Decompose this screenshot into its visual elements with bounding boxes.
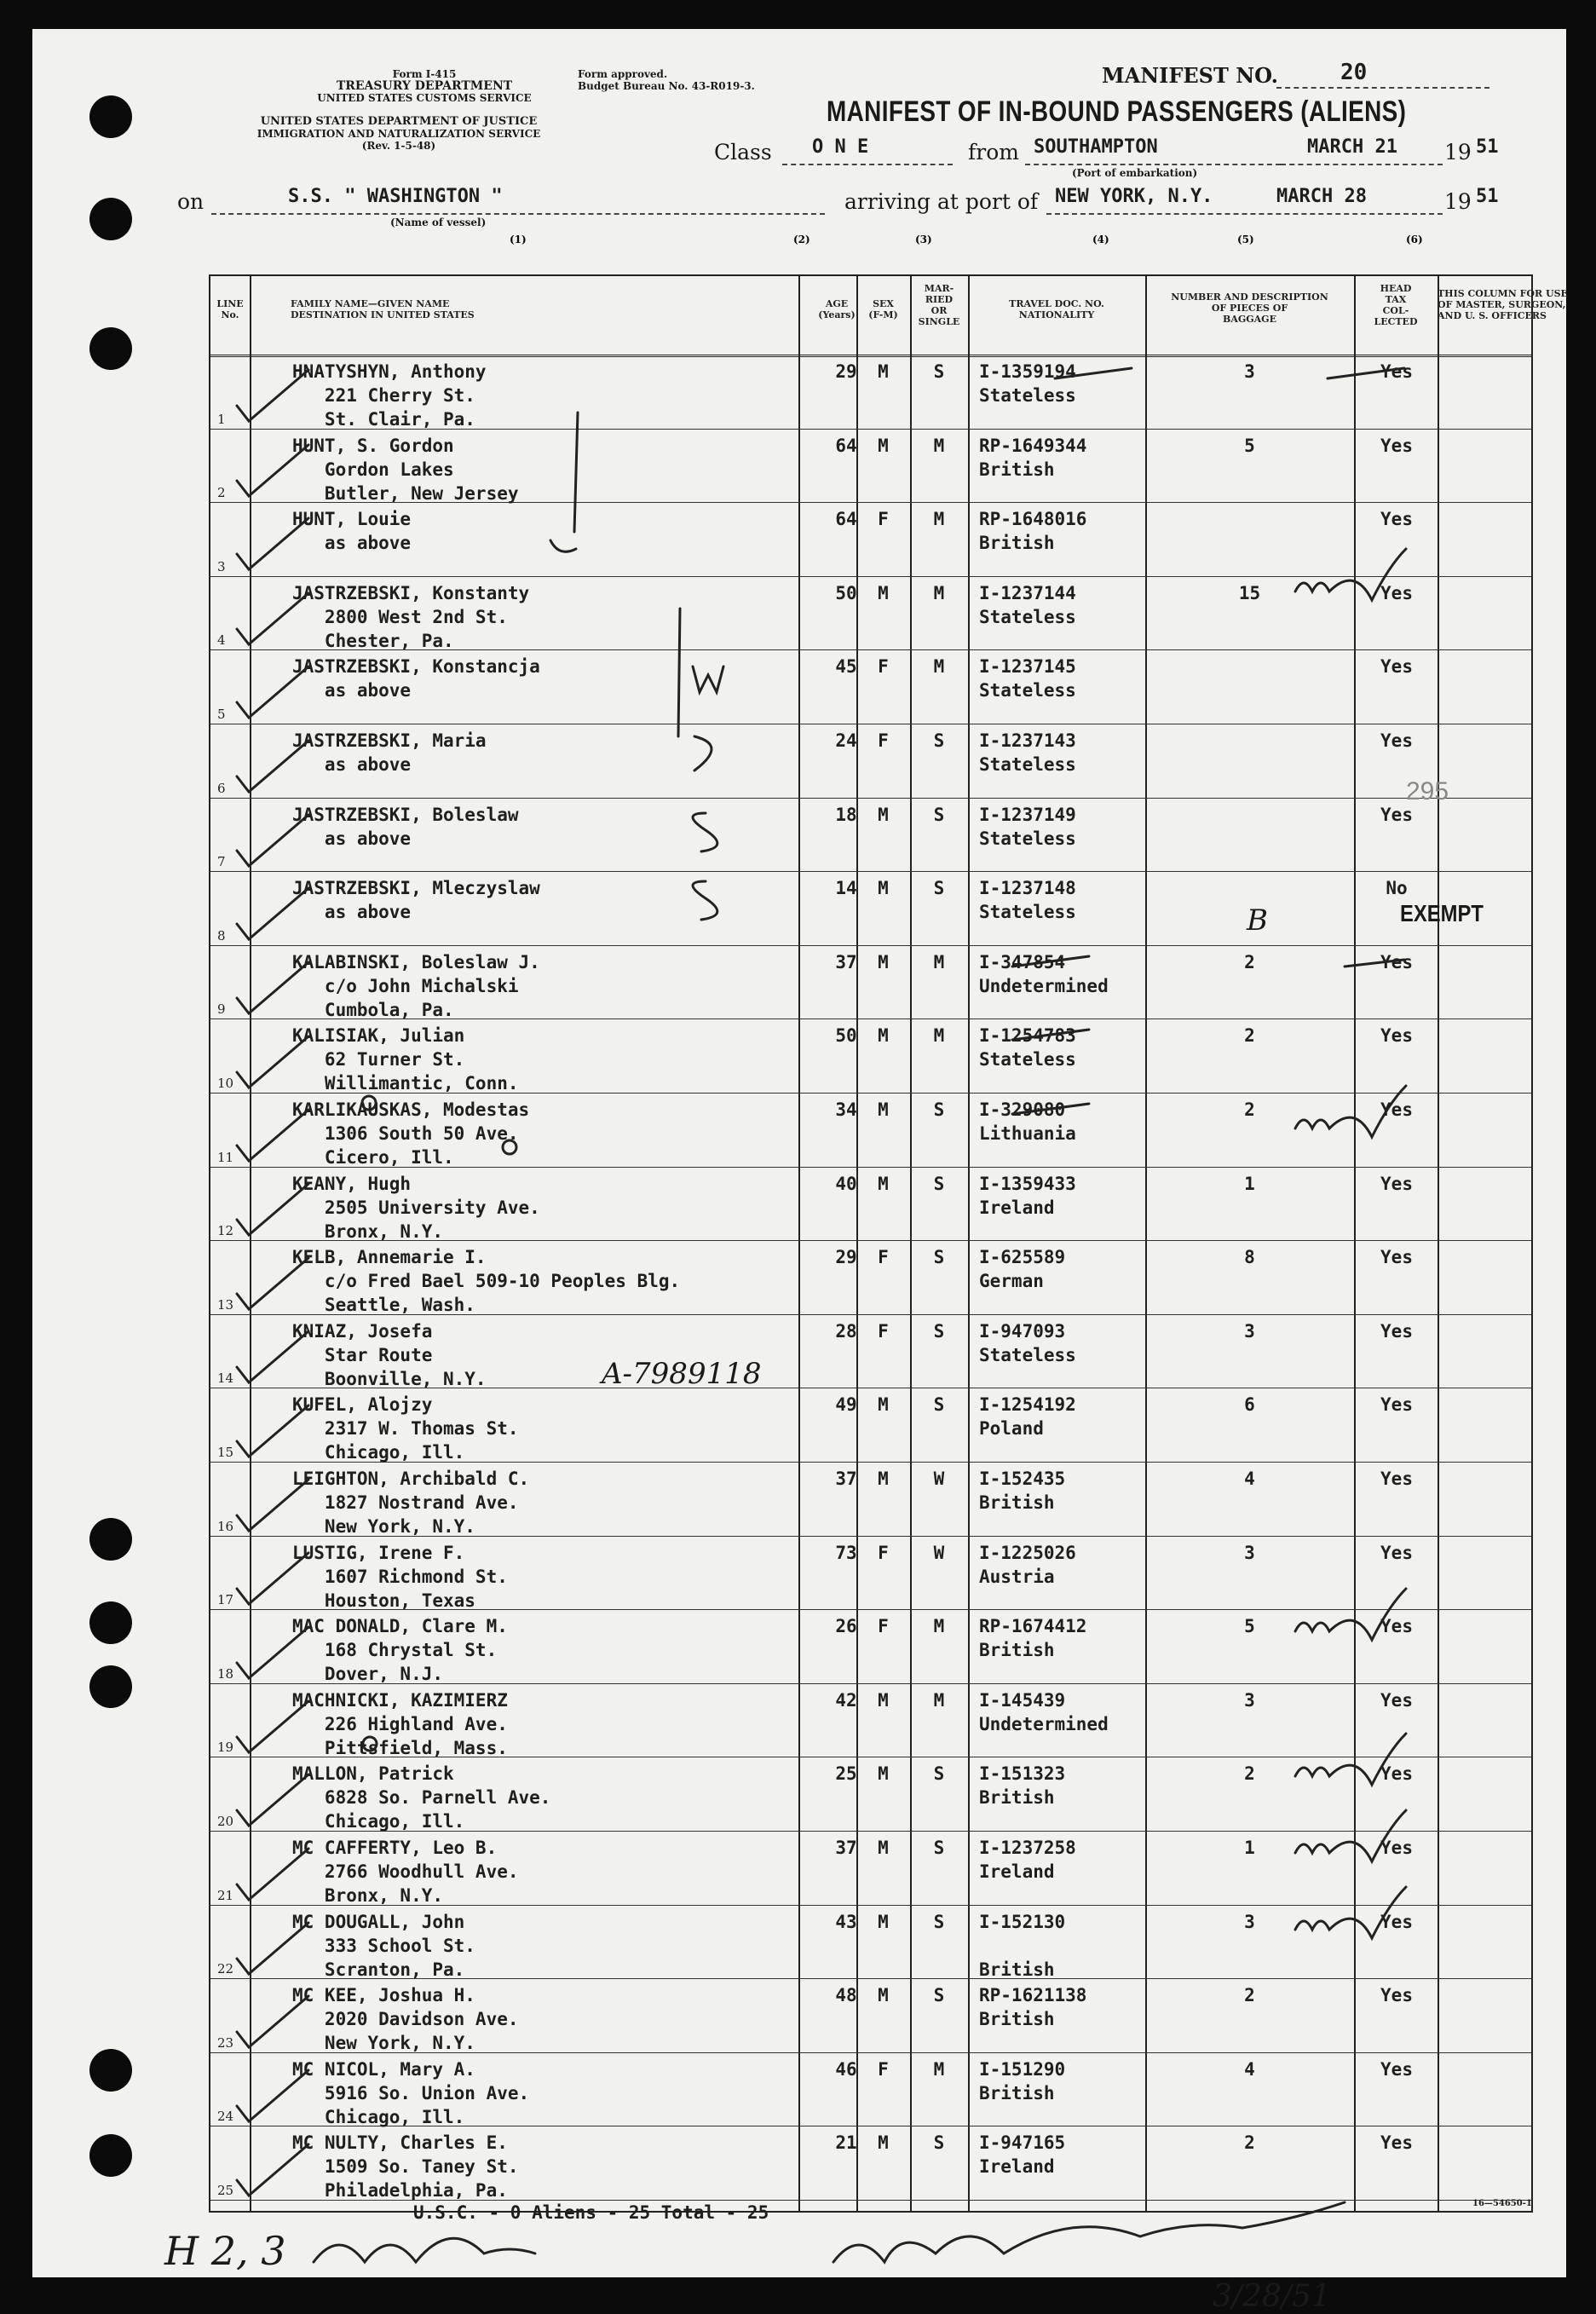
passenger-age: 26 xyxy=(835,1616,857,1637)
table-row xyxy=(210,1388,1531,1463)
doj-name: UNITED STATES DEPARTMENT OF JUSTICE xyxy=(260,115,538,128)
passenger-name-destination: HNATYSHYN, Anthony 221 Cherry St. St. Clair, Pa. xyxy=(292,361,487,430)
passenger-age: 18 xyxy=(835,804,857,825)
table-row xyxy=(210,1757,1531,1832)
passenger-name-destination: JASTRZEBSKI, Konstanty 2800 West 2nd St. Chester, Pa. xyxy=(292,582,530,651)
head-tax-collected: Yes xyxy=(1380,1838,1413,1858)
baggage-count: 1 xyxy=(1244,1838,1255,1858)
budget-bureau: Budget Bureau No. 43-R019-3. xyxy=(578,80,755,92)
passenger-name-destination: LUSTIG, Irene F. 1607 Richmond St. Houston, Texas xyxy=(292,1542,508,1611)
line-number: 21 xyxy=(217,1887,234,1903)
passenger-name-destination: KELB, Annemarie I. c/o Fred Bael 509-10 Peoples Blg. Seattle, Wash. xyxy=(292,1247,681,1316)
form-approval xyxy=(578,68,755,92)
head-tax-collected: Yes xyxy=(1380,1469,1413,1489)
departure-year: 51 xyxy=(1476,136,1499,158)
table-row xyxy=(210,1019,1531,1094)
baggage-count: 8 xyxy=(1244,1247,1255,1268)
travel-doc-nationality: I-152435 British xyxy=(979,1469,1066,1513)
punch-hole xyxy=(89,95,132,138)
head-tax-collected: Yes xyxy=(1380,2058,1413,2080)
passenger-age: 42 xyxy=(835,1689,857,1711)
head-tax-collected: Yes xyxy=(1380,1985,1413,2006)
travel-doc-nationality: I-1237145 Stateless xyxy=(979,656,1076,701)
table-row xyxy=(210,1831,1531,1906)
manifest-label: MANIFEST NO. xyxy=(1102,63,1279,88)
passenger-name-destination: MC DOUGALL, John 333 School St. Scranton, Pa. xyxy=(292,1911,475,1980)
passenger-age: 64 xyxy=(835,509,857,530)
baggage-count: 4 xyxy=(1244,2058,1255,2080)
column-number: (4) xyxy=(1092,234,1109,245)
baggage-count: 4 xyxy=(1244,1469,1255,1489)
doj-heading xyxy=(177,116,620,152)
punch-hole xyxy=(89,2049,132,2092)
travel-doc-nationality: I-1359194 Stateless xyxy=(979,361,1076,406)
baggage-count: 2 xyxy=(1244,1985,1255,2006)
passenger-sex: F xyxy=(878,1247,889,1268)
baggage-count: 2 xyxy=(1244,1763,1255,1785)
passenger-sex: F xyxy=(878,1542,889,1563)
line-number: 4 xyxy=(217,632,226,649)
passenger-marital-status: S xyxy=(933,2132,945,2154)
passenger-age: 14 xyxy=(835,878,857,899)
passenger-age: 25 xyxy=(835,1763,857,1785)
head-tax-collected: Yes xyxy=(1380,2132,1413,2154)
passenger-sex: M xyxy=(878,804,889,825)
head-tax-collected: No xyxy=(1386,878,1408,899)
baggage-count: 2 xyxy=(1244,2132,1255,2154)
passenger-sex: F xyxy=(878,730,889,751)
arrival-year: 51 xyxy=(1476,186,1499,207)
passenger-marital-status: S xyxy=(933,1985,945,2006)
baggage-count: 1 xyxy=(1244,1173,1255,1194)
head-tax-collected: Yes xyxy=(1380,1616,1413,1637)
travel-doc-nationality: I-625589 German xyxy=(979,1247,1066,1292)
passenger-name-destination: MALLON, Patrick 6828 So. Parnell Ave. Chicago, Ill. xyxy=(292,1763,551,1832)
head-tax-collected: Yes xyxy=(1380,1173,1413,1194)
punch-hole xyxy=(89,327,132,370)
travel-doc-nationality: I-1254783 Stateless xyxy=(979,1025,1076,1070)
passenger-marital-status: S xyxy=(933,878,945,899)
passenger-age: 24 xyxy=(835,730,857,751)
passenger-sex: M xyxy=(878,1394,889,1416)
col-header-head-tax: HEAD TAX COL- LECTED xyxy=(1374,283,1418,327)
passenger-age: 37 xyxy=(835,951,857,972)
passenger-name-destination: MAC DONALD, Clare M. 168 Chrystal St. Dover, N.J. xyxy=(292,1616,508,1685)
column-number: (1) xyxy=(510,234,527,245)
passenger-sex: M xyxy=(878,435,889,456)
passenger-marital-status: S xyxy=(933,1173,945,1194)
table-row xyxy=(210,429,1531,504)
travel-doc-nationality: I-1359433 Ireland xyxy=(979,1173,1076,1218)
passenger-sex: M xyxy=(878,1763,889,1785)
passenger-sex: M xyxy=(878,951,889,972)
year-prefix: 19 xyxy=(1444,140,1472,164)
passenger-sex: M xyxy=(878,878,889,899)
col-header-officers xyxy=(1438,288,1568,321)
exempt-stamp: EXEMPT xyxy=(1400,900,1484,926)
head-tax-collected: Yes xyxy=(1380,1394,1413,1416)
faint-stamp-number: 295 xyxy=(1406,777,1449,805)
passenger-sex: F xyxy=(878,509,889,530)
port-of-embarkation: SOUTHAMPTON xyxy=(1034,136,1158,158)
line-number: 23 xyxy=(217,2034,234,2051)
col-header-name: FAMILY NAME—GIVEN NAME DESTINATION IN UNITED STATES xyxy=(291,298,475,320)
totals-line: U.S.C. - 0 Aliens - 25 Total - 25 xyxy=(413,2202,769,2223)
passenger-sex: M xyxy=(878,1689,889,1711)
passenger-age: 48 xyxy=(835,1985,857,2006)
head-tax-collected: Yes xyxy=(1380,804,1413,825)
ins-name: IMMIGRATION AND NATURALIZATION SERVICE xyxy=(256,128,541,140)
col-header-travel-doc: TRAVEL DOC. NO. NATIONALITY xyxy=(1009,298,1104,320)
baggage-count: 3 xyxy=(1244,1911,1255,1932)
line-number: 1 xyxy=(217,411,226,427)
punch-hole xyxy=(89,1518,132,1561)
line-number: 9 xyxy=(217,1001,226,1018)
passenger-age: 46 xyxy=(835,2058,857,2080)
passenger-marital-status: M xyxy=(933,1616,945,1637)
table-row xyxy=(210,871,1531,946)
passenger-marital-status: S xyxy=(933,1763,945,1785)
line-number: 11 xyxy=(217,1149,234,1165)
passenger-name-destination: HUNT, Louie as above xyxy=(292,509,412,554)
head-tax-collected: Yes xyxy=(1380,435,1413,456)
table-row xyxy=(210,798,1531,873)
passenger-name-destination: JASTRZEBSKI, Mleczyslaw as above xyxy=(292,878,540,923)
passenger-age: 45 xyxy=(835,656,857,678)
line-number: 6 xyxy=(217,780,226,796)
baggage-count: 3 xyxy=(1244,361,1255,382)
officers-column-label: THIS COLUMN FOR USE OF MASTER, SURGEON, AND U. S. OFFICERS xyxy=(1438,288,1568,321)
travel-doc-nationality: I-947165 Ireland xyxy=(979,2132,1066,2178)
passenger-marital-status: S xyxy=(933,1394,945,1416)
passenger-name-destination: JASTRZEBSKI, Konstancja as above xyxy=(292,656,540,701)
column-number: (2) xyxy=(793,234,810,245)
travel-doc-nationality: I-151290 British xyxy=(979,2058,1066,2103)
passenger-age: 21 xyxy=(835,2132,857,2154)
head-tax-collected: Yes xyxy=(1380,1320,1413,1342)
passenger-age: 37 xyxy=(835,1838,857,1858)
class-label: Class xyxy=(714,140,772,164)
travel-doc-nationality: RP-1648016 British xyxy=(979,509,1087,554)
baggage-count: 3 xyxy=(1244,1542,1255,1563)
passenger-name-destination: MC CAFFERTY, Leo B. 2766 Woodhull Ave. Bronx, N.Y. xyxy=(292,1838,519,1906)
line-number: 10 xyxy=(217,1075,234,1091)
travel-doc-nationality: I-1237144 Stateless xyxy=(979,582,1076,627)
line-number: 20 xyxy=(217,1813,234,1829)
table-row xyxy=(210,1167,1531,1242)
travel-doc-nationality: I-152130 British xyxy=(979,1911,1066,1980)
on-label: on xyxy=(177,189,205,214)
head-tax-collected: Yes xyxy=(1380,1689,1413,1711)
passenger-age: 43 xyxy=(835,1911,857,1932)
travel-doc-nationality: I-145439 Undetermined xyxy=(979,1689,1109,1734)
passenger-age: 50 xyxy=(835,582,857,603)
passenger-marital-status: M xyxy=(933,656,945,678)
table-row xyxy=(210,1314,1531,1389)
table-row xyxy=(210,1609,1531,1684)
form-revision: (Rev. 1-5-48) xyxy=(361,140,436,152)
baggage-count: 5 xyxy=(1244,435,1255,456)
passenger-age: 73 xyxy=(835,1542,857,1563)
arrival-year-prefix: 19 xyxy=(1444,189,1472,214)
table-row xyxy=(210,945,1531,1020)
travel-doc-nationality: I-1225026 Austria xyxy=(979,1542,1076,1587)
head-tax-collected: Yes xyxy=(1380,730,1413,751)
col-header-age: AGE (Years) xyxy=(818,298,856,320)
passenger-table xyxy=(209,274,1568,2213)
punch-hole xyxy=(89,2134,132,2177)
line-number: 17 xyxy=(217,1592,234,1608)
passenger-sex: M xyxy=(878,1911,889,1932)
travel-doc-nationality: I-1254192 Poland xyxy=(979,1394,1076,1440)
head-tax-collected: Yes xyxy=(1380,1763,1413,1785)
passenger-marital-status: M xyxy=(933,1025,945,1047)
manifest-number: 20 xyxy=(1340,60,1368,85)
handwritten-b: B xyxy=(1247,903,1268,938)
table-row xyxy=(210,724,1531,799)
from-label: from xyxy=(968,140,1019,164)
passenger-sex: M xyxy=(878,2132,889,2154)
passenger-name-destination: JASTRZEBSKI, Boleslaw as above xyxy=(292,804,519,849)
passenger-marital-status: S xyxy=(933,1320,945,1342)
passenger-sex: M xyxy=(878,1838,889,1858)
handwritten-alien-number: A-7989118 xyxy=(602,1357,762,1391)
line-number: 5 xyxy=(217,706,226,722)
passenger-age: 40 xyxy=(835,1173,857,1194)
col-header-married: MAR- RIED OR SINGLE xyxy=(918,283,960,327)
passenger-age: 29 xyxy=(835,1247,857,1268)
arrival-date: MARCH 28 xyxy=(1276,186,1367,207)
passenger-sex: M xyxy=(878,1985,889,2006)
manifest-page xyxy=(32,29,1568,2314)
line-number: 3 xyxy=(217,558,226,574)
line-number: 18 xyxy=(217,1665,234,1682)
col-header-sex: SEX (F-M) xyxy=(868,298,898,320)
head-tax-collected: Yes xyxy=(1380,656,1413,678)
manifest-title: MANIFEST OF IN-BOUND PASSENGERS (ALIENS) xyxy=(827,95,1407,128)
baggage-count: 2 xyxy=(1244,1025,1255,1047)
baggage-count: 6 xyxy=(1244,1394,1255,1416)
column-number: (6) xyxy=(1406,234,1423,245)
head-tax-collected: Yes xyxy=(1380,1247,1413,1268)
travel-doc-nationality: I-1237148 Stateless xyxy=(979,878,1076,923)
punch-hole xyxy=(89,198,132,240)
table-row xyxy=(210,1978,1531,2053)
passenger-name-destination: JASTRZEBSKI, Maria as above xyxy=(292,730,487,775)
line-number: 22 xyxy=(217,1961,234,1977)
baggage-count: 2 xyxy=(1244,1099,1255,1120)
passenger-name-destination: MC NULTY, Charles E. 1509 So. Taney St. Philadelphia, Pa. xyxy=(292,2132,519,2201)
passenger-sex: M xyxy=(878,1469,889,1489)
line-number: 8 xyxy=(217,927,226,943)
treasury-department: TREASURY DEPARTMENT xyxy=(336,79,513,93)
table-row xyxy=(210,1536,1531,1611)
passenger-name-destination: KNIAZ, Josefa Star Route Boonville, N.Y. xyxy=(292,1320,487,1389)
passenger-name-destination: HUNT, S. Gordon Gordon Lakes Butler, New Jersey xyxy=(292,435,519,504)
passenger-age: 29 xyxy=(835,361,857,382)
line-number: 14 xyxy=(217,1371,234,1387)
column-number: (3) xyxy=(915,234,932,245)
baggage-count: 5 xyxy=(1244,1616,1255,1637)
passenger-marital-status: S xyxy=(933,730,945,751)
passenger-sex: M xyxy=(878,1025,889,1047)
passenger-sex: M xyxy=(878,582,889,603)
passenger-sex: F xyxy=(878,2058,889,2080)
passenger-marital-status: M xyxy=(933,2058,945,2080)
passenger-age: 37 xyxy=(835,1469,857,1489)
form-heading xyxy=(297,68,552,104)
vessel-name: S.S. " WASHINGTON " xyxy=(288,186,503,207)
passenger-marital-status: W xyxy=(933,1542,945,1563)
baggage-count: 15 xyxy=(1238,582,1261,603)
passenger-marital-status: S xyxy=(933,361,945,382)
passenger-name-destination: KEANY, Hugh 2505 University Ave. Bronx, N.Y. xyxy=(292,1173,540,1242)
baggage-count: 3 xyxy=(1244,1320,1255,1342)
passenger-sex: F xyxy=(878,1320,889,1342)
passenger-marital-status: M xyxy=(933,582,945,603)
table-row xyxy=(210,1093,1531,1168)
passenger-sex: M xyxy=(878,361,889,382)
passenger-sex: M xyxy=(878,1173,889,1194)
passenger-age: 50 xyxy=(835,1025,857,1047)
handwritten-signature xyxy=(314,2238,535,2262)
customs-service: UNITED STATES CUSTOMS SERVICE xyxy=(317,92,532,104)
travel-doc-nationality: I-347854 Undetermined xyxy=(979,951,1109,996)
passenger-age: 49 xyxy=(835,1394,857,1416)
passenger-age: 28 xyxy=(835,1320,857,1342)
form-number: Form I-415 xyxy=(392,68,457,80)
head-tax-collected: Yes xyxy=(1380,1542,1413,1563)
passenger-marital-status: S xyxy=(933,1911,945,1932)
head-tax-collected: Yes xyxy=(1380,951,1413,972)
table-row xyxy=(210,355,1531,430)
table-row xyxy=(210,1905,1531,1980)
passenger-sex: M xyxy=(878,1099,889,1120)
handwritten-footer-note: H 2, 3 xyxy=(164,2228,286,2274)
table-row xyxy=(210,2126,1531,2201)
passenger-marital-status: M xyxy=(933,1689,945,1711)
passenger-name-destination: KUFEL, Alojzy 2317 W. Thomas St. Chicago, Ill. xyxy=(292,1394,519,1463)
passenger-name-destination: MACHNICKI, KAZIMIERZ 226 Highland Ave. Pittsfield, Mass. xyxy=(292,1689,508,1758)
line-number: 12 xyxy=(217,1223,234,1239)
col-header-baggage: NUMBER AND DESCRIPTION OF PIECES OF BAGGAGE xyxy=(1171,291,1328,325)
line-number: 15 xyxy=(217,1444,234,1460)
passenger-name-destination: KALABINSKI, Boleslaw J. c/o John Michalski Cumbola, Pa. xyxy=(292,951,540,1020)
passenger-marital-status: S xyxy=(933,804,945,825)
passenger-name-destination: KARLIKAUSKAS, Modestas 1306 South 50 Ave. Cicero, Ill. xyxy=(292,1099,530,1168)
travel-doc-nationality: I-151323 British xyxy=(979,1763,1066,1809)
travel-doc-nationality: I-947093 Stateless xyxy=(979,1320,1076,1365)
passenger-marital-status: S xyxy=(933,1247,945,1268)
passenger-name-destination: MC KEE, Joshua H. 2020 Davidson Ave. New York, N.Y. xyxy=(292,1985,519,2054)
head-tax-collected: Yes xyxy=(1380,509,1413,530)
line-number: 19 xyxy=(217,1740,234,1756)
passenger-name-destination: MC NICOL, Mary A. 5916 So. Union Ave. Chicago, Ill. xyxy=(292,2058,530,2127)
line-number: 24 xyxy=(217,2109,234,2125)
head-tax-collected: Yes xyxy=(1380,361,1413,382)
travel-doc-nationality: RP-1621138 British xyxy=(979,1985,1087,2030)
table-row xyxy=(210,1462,1531,1537)
head-tax-collected: Yes xyxy=(1380,582,1413,603)
table-row xyxy=(210,649,1531,724)
line-number: 25 xyxy=(217,2182,234,2198)
travel-doc-nationality: I-1237258 Ireland xyxy=(979,1838,1076,1882)
handwritten-footer-date: 3/28/51 xyxy=(1213,2279,1331,2314)
baggage-count: 2 xyxy=(1244,951,1255,972)
travel-doc-nationality: I-1237143 Stateless xyxy=(979,730,1076,775)
arrival-port: NEW YORK, N.Y. xyxy=(1055,186,1213,207)
passenger-sex: F xyxy=(878,656,889,678)
table-header xyxy=(210,276,1568,357)
line-number: 2 xyxy=(217,485,226,501)
punch-hole xyxy=(89,1665,132,1708)
baggage-count: 3 xyxy=(1244,1689,1255,1711)
passenger-marital-status: S xyxy=(933,1838,945,1858)
col-header-line: LINE No. xyxy=(216,298,244,320)
passenger-age: 34 xyxy=(835,1099,857,1120)
head-tax-collected: Yes xyxy=(1380,1911,1413,1932)
passenger-name-destination: KALISIAK, Julian 62 Turner St. Willimantic, Conn. xyxy=(292,1025,519,1094)
head-tax-collected: Yes xyxy=(1380,1025,1413,1047)
table-row xyxy=(210,1683,1531,1758)
line-number: 7 xyxy=(217,854,226,870)
travel-doc-nationality: RP-1649344 British xyxy=(979,435,1087,480)
form-approved: Form approved. xyxy=(578,68,668,80)
passenger-sex: F xyxy=(878,1616,889,1637)
travel-doc-nationality: I-1237149 Stateless xyxy=(979,804,1076,849)
passenger-marital-status: M xyxy=(933,509,945,530)
passenger-marital-status: S xyxy=(933,1099,945,1120)
table-row xyxy=(210,2052,1531,2127)
passenger-marital-status: M xyxy=(933,435,945,456)
class-value: O N E xyxy=(812,136,869,158)
line-number: 16 xyxy=(217,1518,234,1534)
passenger-marital-status: W xyxy=(933,1469,945,1489)
arriving-label: arriving at port of xyxy=(844,189,1039,214)
head-tax-collected: Yes xyxy=(1380,1099,1413,1120)
passenger-name-destination: LEIGHTON, Archibald C. 1827 Nostrand Ave. New York, N.Y. xyxy=(292,1469,530,1537)
passenger-age: 64 xyxy=(835,435,857,456)
travel-doc-nationality: RP-1674412 British xyxy=(979,1616,1087,1661)
print-code: 16—54650-1 xyxy=(1472,2199,1532,2208)
table-row xyxy=(210,1240,1531,1315)
punch-hole xyxy=(89,1601,132,1644)
column-number: (5) xyxy=(1237,234,1254,245)
table-row xyxy=(210,502,1531,577)
table-row xyxy=(210,576,1531,651)
travel-doc-nationality: I-329080 Lithuania xyxy=(979,1099,1076,1144)
departure-date: MARCH 21 xyxy=(1307,136,1397,158)
port-embarkation-caption: (Port of embarkation) xyxy=(1072,167,1198,179)
line-number: 13 xyxy=(217,1296,234,1313)
passenger-marital-status: M xyxy=(933,951,945,972)
vessel-caption: (Name of vessel) xyxy=(390,216,487,228)
